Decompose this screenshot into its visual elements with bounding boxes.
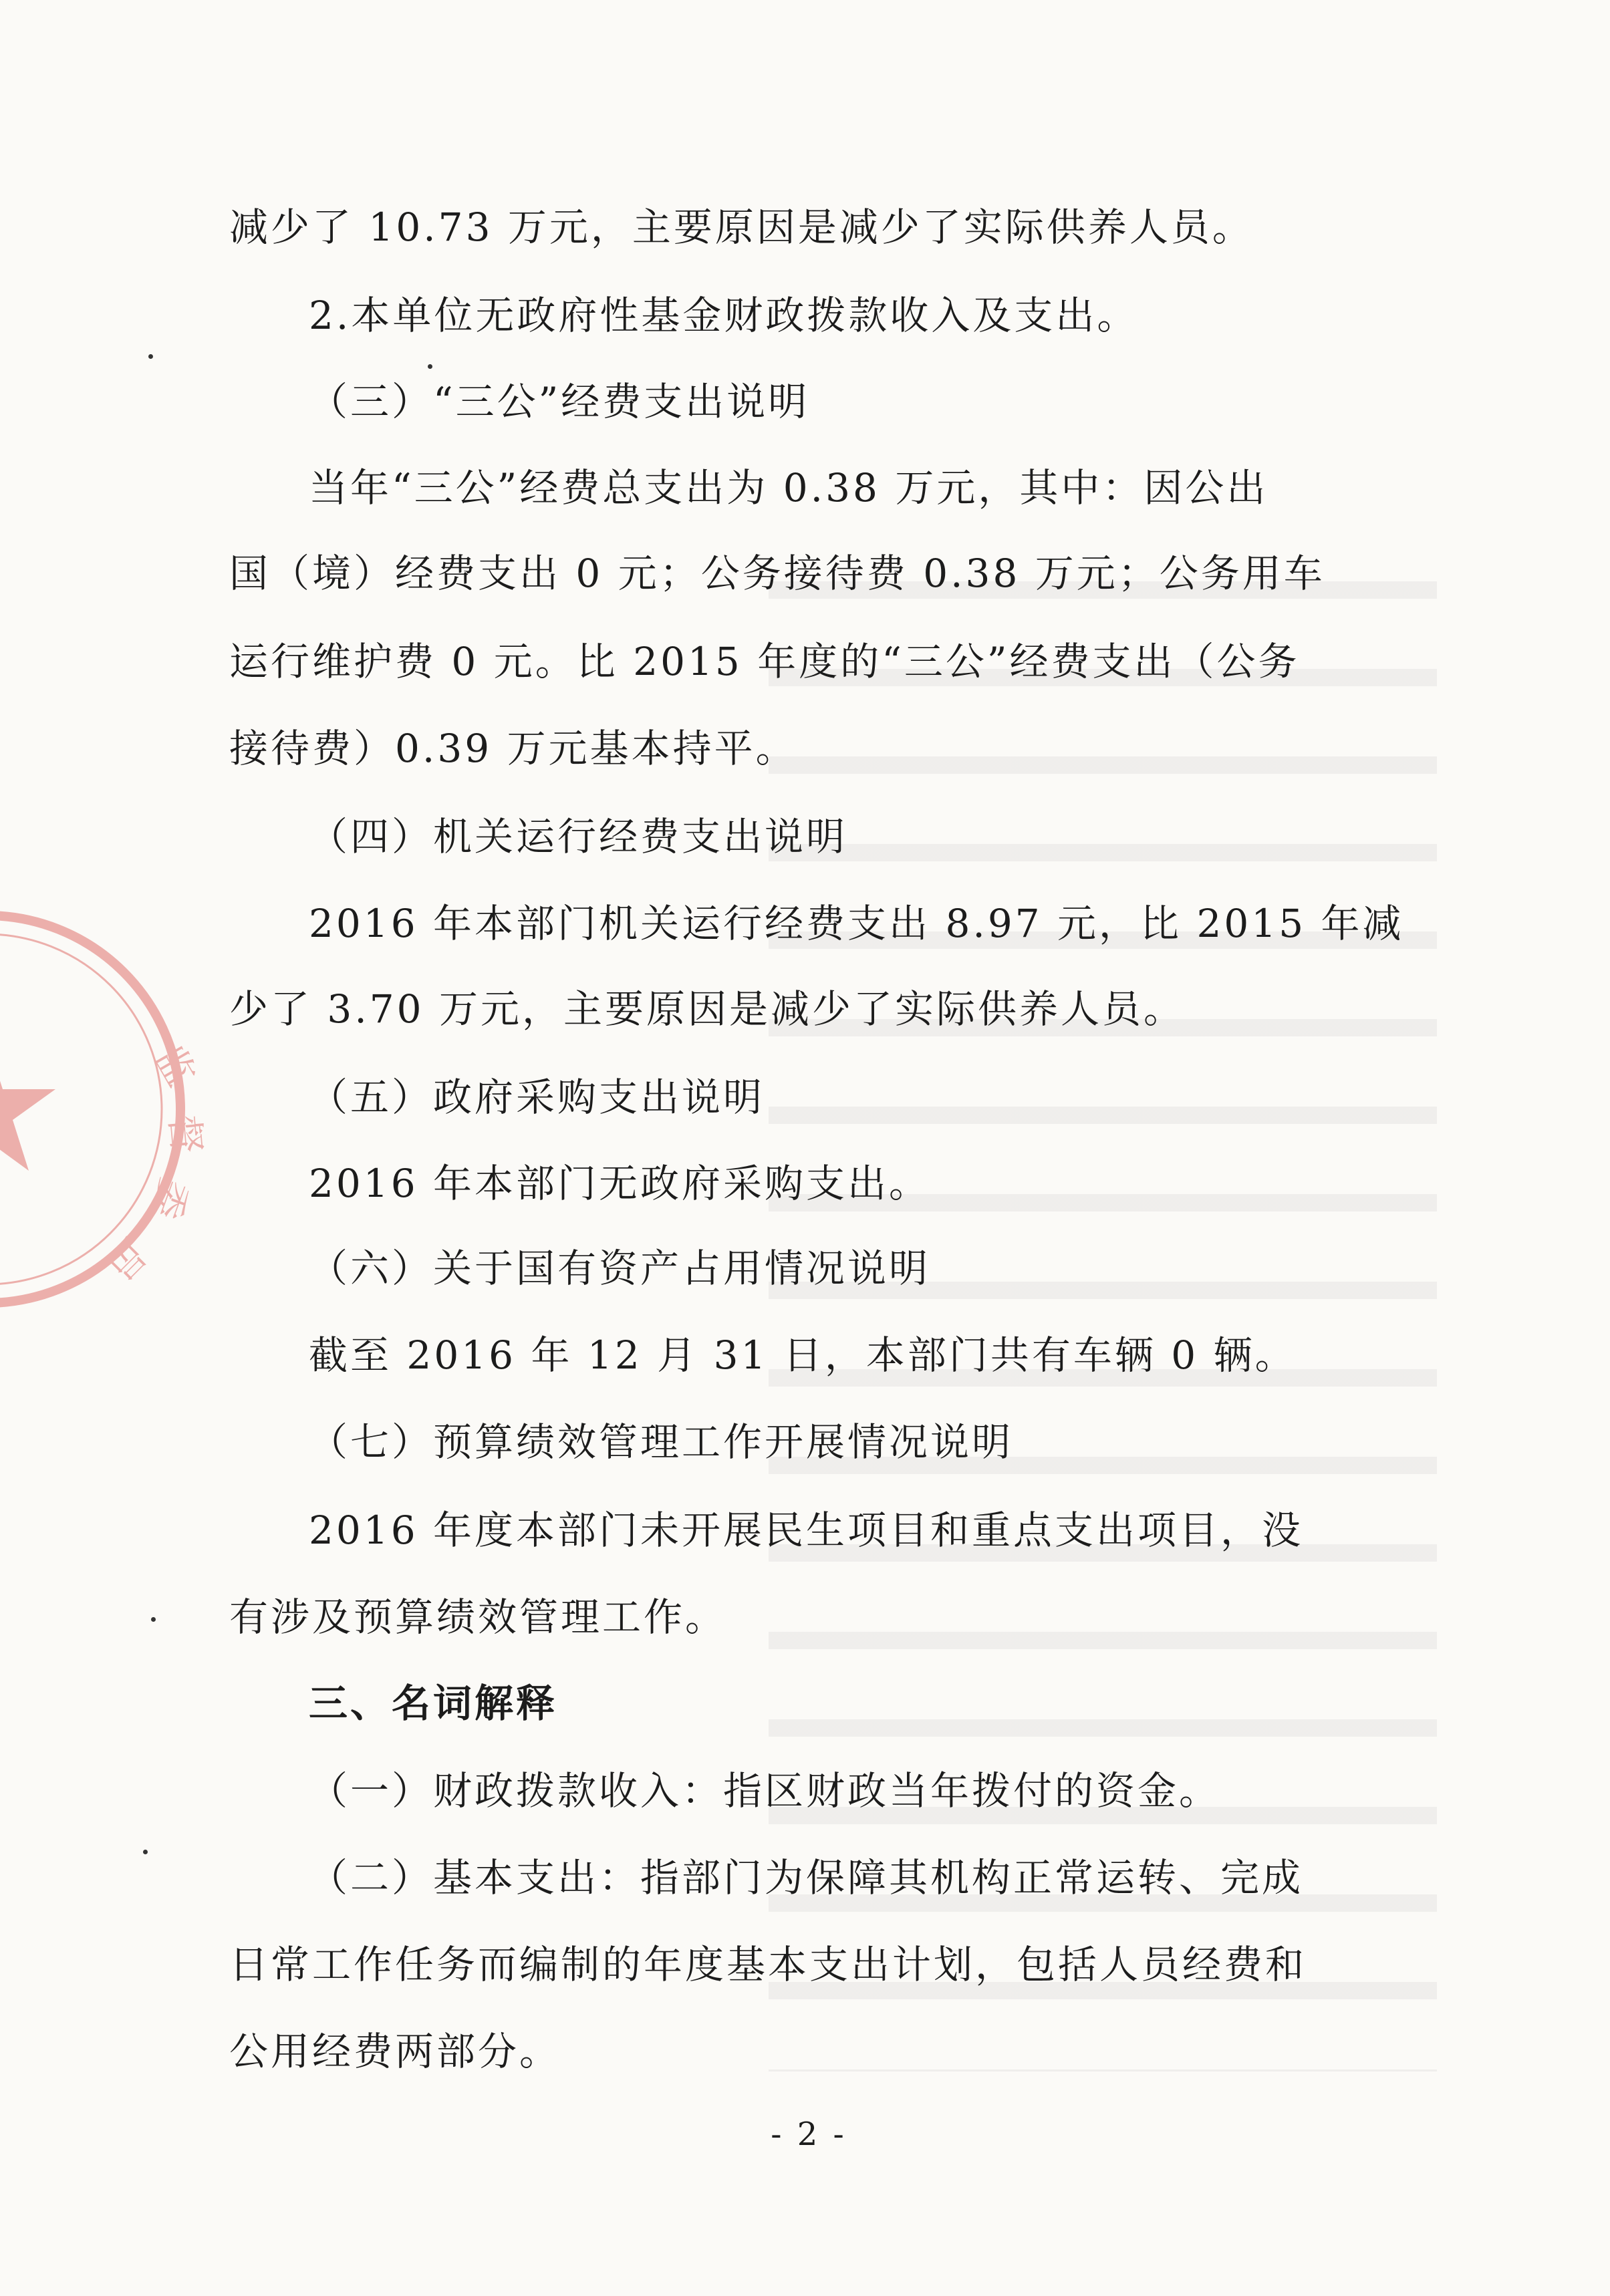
page-number: - 2 - xyxy=(771,2116,847,2153)
official-seal-stamp xyxy=(0,902,210,1316)
section-heading-3-definitions: 三、名词解释 xyxy=(309,1681,558,1726)
text-line-2: 2.本单位无政府性基金财政拨款收入及支出。 xyxy=(309,293,1139,338)
text-line-16: 2016 年度本部门未开展民生项目和重点支出项目，没 xyxy=(309,1508,1304,1553)
section-heading-4: （四）机关运行经费支出说明 xyxy=(309,814,848,859)
text-line-17: 有涉及预算绩效管理工作。 xyxy=(229,1594,727,1640)
reverse-side-bleed xyxy=(769,535,1437,2071)
svg-text:委: 委 xyxy=(142,1173,198,1225)
svg-text:监: 监 xyxy=(145,1038,205,1095)
text-line-12: 2016 年本部门无政府采购支出。 xyxy=(309,1161,931,1206)
svg-text:员: 员 xyxy=(96,1230,156,1290)
text-line-21: 日常工作任务而编制的年度基本支出计划，包括人员经费和 xyxy=(229,1942,1307,1987)
text-line-7: 接待费）0.39 万元基本持平。 xyxy=(229,726,797,771)
section-heading-3: （三）“三公”经费支出说明 xyxy=(309,379,810,424)
text-line-5: 国（境）经费支出 0 元；公务接待费 0.38 万元；公务用车 xyxy=(229,551,1325,596)
scan-speck xyxy=(148,354,153,359)
scan-speck xyxy=(143,1850,148,1854)
svg-text:督: 督 xyxy=(161,1113,210,1156)
text-line-4: 当年“三公”经费总支出为 0.38 万元，其中：因公出 xyxy=(309,465,1268,511)
text-line-19: （一）财政拨款收入：指区财政当年拨付的资金。 xyxy=(309,1768,1221,1814)
text-line-20: （二）基本支出：指部门为保障其机构正常运转、完成 xyxy=(309,1855,1304,1900)
section-heading-5: （五）政府采购支出说明 xyxy=(309,1074,765,1120)
scan-speck xyxy=(428,364,432,369)
text-line-1: 减少了 10.73 万元，主要原因是减少了实际供养人员。 xyxy=(229,204,1254,250)
text-line-14: 截至 2016 年 12 月 31 日，本部门共有车辆 0 辆。 xyxy=(309,1332,1297,1378)
text-line-10: 少了 3.70 万元，主要原因是减少了实际供养人员。 xyxy=(229,986,1186,1032)
scan-speck xyxy=(151,1617,156,1622)
section-heading-7: （七）预算绩效管理工作开展情况说明 xyxy=(309,1419,1014,1465)
text-line-9: 2016 年本部门机关运行经费支出 8.97 元，比 2015 年减 xyxy=(309,901,1404,946)
section-heading-6: （六）关于国有资产占用情况说明 xyxy=(309,1246,931,1291)
text-line-22: 公用经费两部分。 xyxy=(229,2029,561,2074)
text-line-6: 运行维护费 0 元。比 2015 年度的“三公”经费支出（公务 xyxy=(229,639,1300,684)
